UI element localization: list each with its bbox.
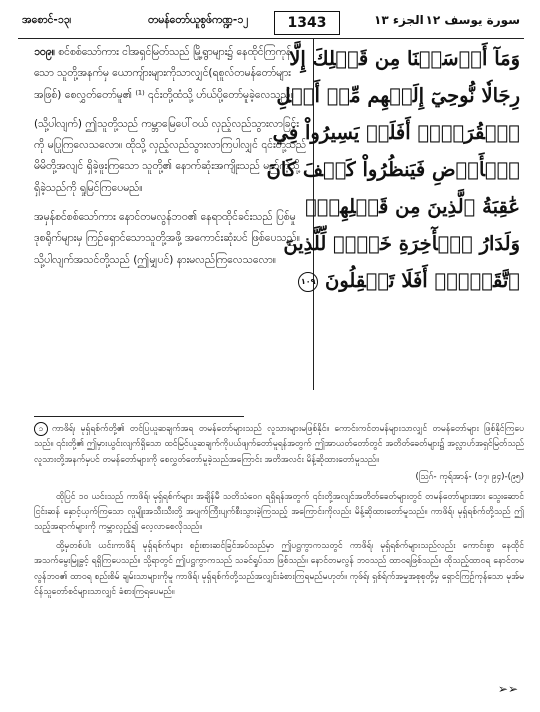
footnote-1-text: ကာဖိရ်၊ မုရှ်ရစ်က်တို့၏ တင်ပြယူဆချက်အရ တမန်တော်များသည် လူသားများမဖြစ်နိုင်။ ကောင်းကင်တမန်များသာလျှင် တမန်တော်များ ဖြစ်နိုင်ကြပေသည်။ ၎င်းတို့၏ ဤမှားယွင်းလျက်ရှိသော ထင်မြင်ယူဆချက်ကိုပယ်ဖျက်တော်မူရန်အတွက် ဤအာယတ်တော်တွင် အတိတ်ခေတ်များ၌ အလ္လာဟ်အရှင်မြတ်သည် လူသားတို့အနက်မှပင် တမန်တော်များကို စေလွှတ်တော်မူခဲ့သည်အကြောင်း အတိအလင်း မိန့်ဆိုထားတော်မူသည်။ xyxy=(34,424,524,465)
arabic-line: عَٰقِبَةُ ٱلَّذِينَ مِن قَبۡلِهِمۡۗ xyxy=(305,195,520,218)
footnote-2: ထိုပြင် ၁၀ ယင်းသည် ကာဖိရ်၊ မုရှ်ရစ်က်များ အချိန်မီ သတိသံဝေဂ ရရှိရန်အတွက် ၎င်းတို့အလျင်အတိတ်ခေတ်များတွင် တမန်တော်များအား သွေးဆောင်ငြင်းဆန် နှောင့်ယှက်ကြသော လူမျိုးအသီးသီးတို့ အပျက်ကြီးပျက်စီးသွားခဲ့ကြသည့် အကြောင်းကိုလည်း မိန့်ဆိုထားတော်မူသည်။ ကာဖိရ်၊ မုရှ်ရစ်က်တို့သည် ဤသည့်အရာက်များကို ကမ္ဘာလှည့်၍ လေ့လာစေလိုသည်။ xyxy=(34,491,524,533)
arabic-line: ٱلۡأَرۡضِ فَيَنظُرُواْ كَيۡفَ كَانَ xyxy=(266,158,520,181)
footnotes xyxy=(34,422,524,600)
ayah-marker: ١٠٩ xyxy=(298,272,318,292)
continue-arrows-icon: ➢➢ xyxy=(497,682,518,696)
arabic-line-last xyxy=(300,262,520,299)
arabic-line: وَلَدَارُ ٱلۡأٓخِرَةِ خَيۡرٞ لِّلَّذِينَ xyxy=(283,232,520,255)
page-header xyxy=(18,8,524,39)
translation-para-3: အမှန်စင်စစ်သော်ကား နောင်တမလွန်ဘဝ၏ နေရာထိုင်ခင်းသည် ပြစ်မှုဒုစရိုက်များမှ ကြဉ်ရှောင်သောသူတို့အဖို့ အကောင်းဆုံးပင် ဖြစ်ပေသည်။ သို့ပါလျက်အသင်တို့သည် (ဤမျှပင်) နားမလည်ကြလေသလော။ xyxy=(34,211,300,266)
surah-label: سورة يوسف ١٢ xyxy=(425,13,520,27)
book-title: တမန်တော်ယူစွဖ်ကဏ္ဍ-၁၂ xyxy=(148,14,249,26)
arabic-line: رِجَالٗا نُّوحِيٓ إِلَيۡهِم مِّنۡ أَهۡلِ xyxy=(276,84,520,107)
page-number: 1343 xyxy=(274,11,340,35)
translation-para-2: (သို့ပါလျက်) ဤသူတို့သည် ကမ္ဘာမြေပေါ်ဝယ် လှည့်လည်သွားလာခြင်းကို မပြုကြလေသလော။ ထိုသို့ လှည့်လည်သွားလာကြပါလျှင် ၎င်းတို့သည် မိမိတို့အလျင် ရှိခဲ့ဖူးကြသော သူတို့၏ နောက်ဆုံးအကျိုးသည် မည်ကဲ့သို့ ရှိခဲ့သည်ကို ရှုမြင်ကြပေမည်။ xyxy=(34,117,307,194)
footnote-3: ထို့မှတစ်ပါး ယင်းကာဖိရ် မုရှ်ရစ်က်များ စဉ်းစားဆင်ခြင်အပ်သည်မှာ ဤပဋ္ဌကွာကသတွင် ကာဖိရ်၊ မုရှ်ရစ်က်များသည်လည်း ကောင်းစွာ နေထိုင်အသက်မွေးမြူခွင့် ရရှိကြပေသည်။ သို့ရာတွင် ဤပဋ္ဌကွာကသည် သခင်ရှုပ်သာ ဖြစ်သည်။ နောင်တမလွန် ဘဝသည် ထာဝရဖြစ်သည်။ ထိုသည့်ထာဝရ နောင်တမလွန်ဘဝ၏ ထာဝရ စည်းစိမ် ချမ်းသာများကိုမူ ကာဖိရ်၊ မုရှ်ရစ်က်တို့သည်အလျှင်းခံစားကြရမည်မဟုတ်။ ကုဖ်ရ်၊ ရှစ်ရ်က်အမှုအစုစုတို့မှ ရှောင်ကြဉ်ကုန်သော မုအ်မင်န်သူတော်စင်များသာလျှင် ခံစားကြရပေမည်။ xyxy=(34,540,524,598)
translation-para-1 xyxy=(34,42,308,106)
footnote-mark: ၁ xyxy=(34,422,48,436)
translation-text-1: စင်စစ်သော်ကား ငါအရှင်မြတ်သည် မြို့ရွာများ၌ နေထိုင်ကြကုန်သော သူတို့အနက်မှ ယောကျ်ားများကိုသာလျှင်(ရစူလ်တမန်တော်များအဖြစ်) စေလွှတ်တော်မူ၏ ⁽¹⁾ ၎င်းတို့ထံသို့ ဟ်ယ်ပို့တော်မူခဲ့လေသည်။ xyxy=(34,46,294,101)
verse-number: ၁၀၉။ xyxy=(34,46,55,58)
arabic-column xyxy=(266,40,520,299)
footnote-reference: (သြဂ်- ကုရ်အာန်- (၁၇၊ ၉၄)-(၉၅) xyxy=(415,472,524,483)
footnote-1 xyxy=(34,422,524,468)
chapter-label: အစောင်-၁၃၊ xyxy=(22,14,72,26)
arabic-line: وَمَآ أَرۡسَلۡنَا مِن قَبۡلِكَ إِلَّا xyxy=(289,47,520,70)
footnote-rule xyxy=(34,416,244,417)
arabic-line-text: ٱتَّقَوۡاْۚ أَفَلَا تَعۡقِلُونَ xyxy=(325,269,520,292)
juz-label: الجزء ١٣ xyxy=(374,13,424,27)
arabic-line: ٱلۡقُرَىٰٓۗ أَفَلَمۡ يَسِيرُواْ فِي xyxy=(272,121,520,144)
